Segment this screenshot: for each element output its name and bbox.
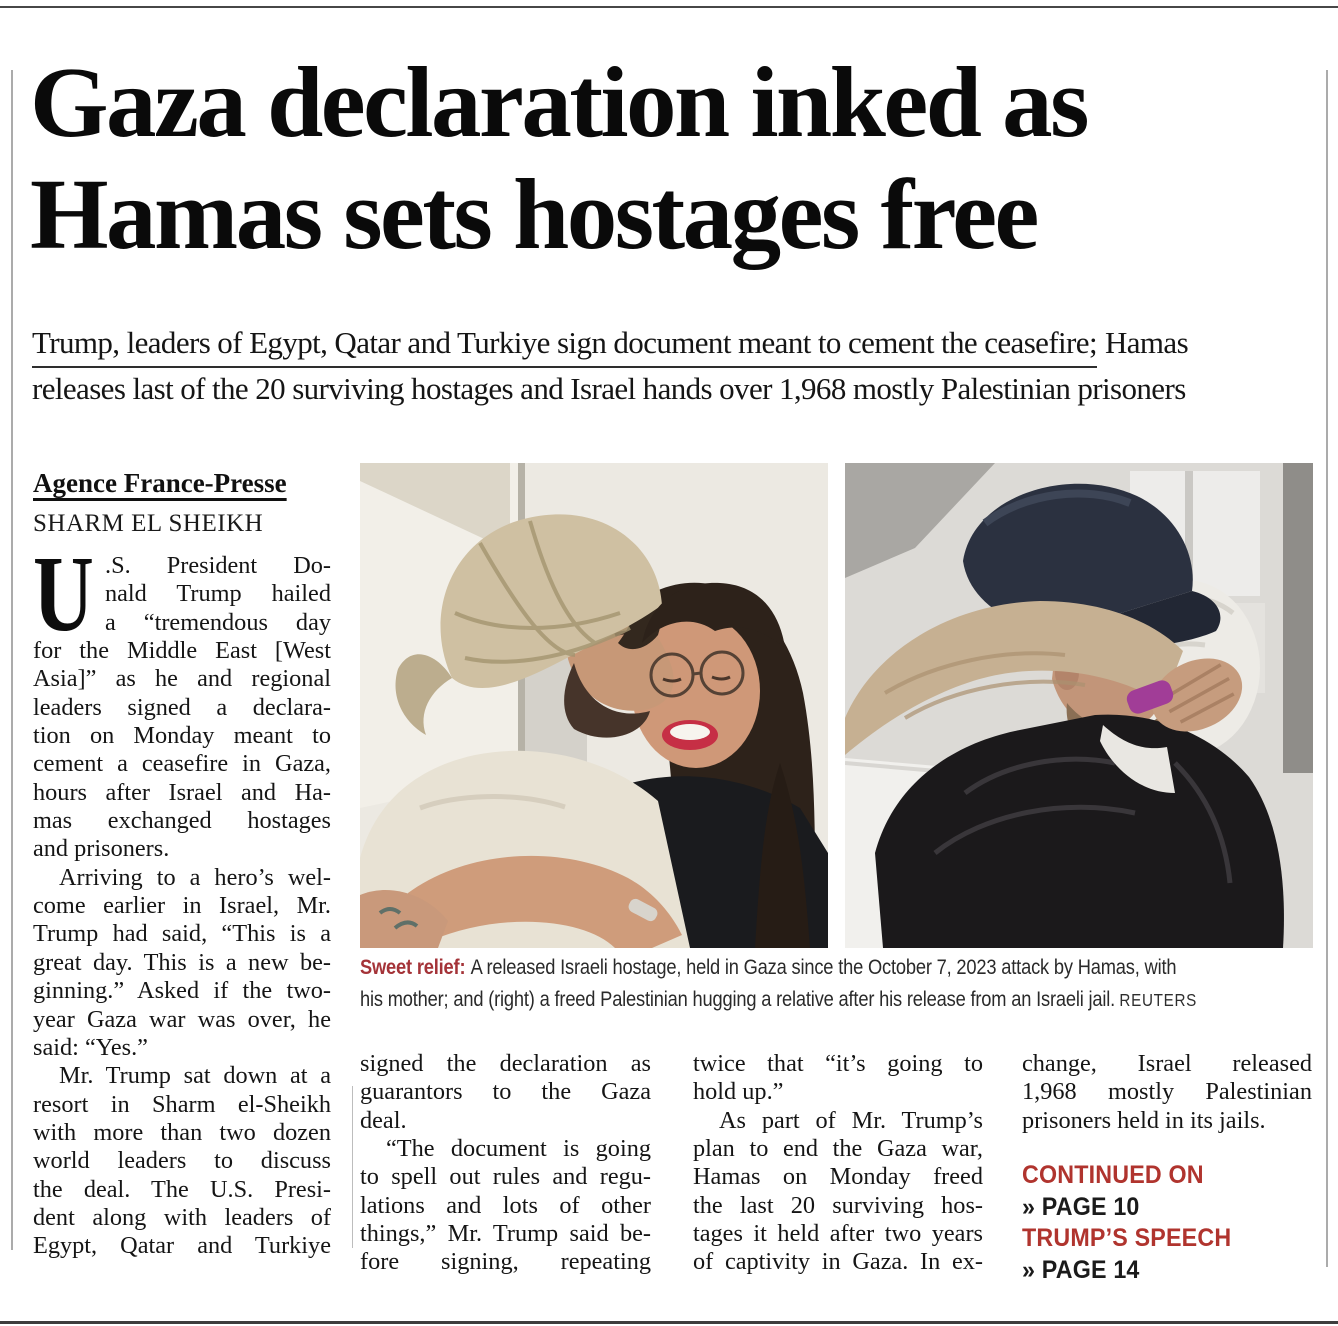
body-text-line: lations and lots of other: [360, 1191, 651, 1219]
standfirst-line2: releases last of the 20 surviving hostages and Israel hands over 1,968 mostly Palestinian prisoners: [32, 371, 1186, 406]
drop-cap: [33, 535, 105, 654]
body-text-line: things,” Mr. Trump said be-: [360, 1220, 651, 1248]
photo-right-illustration: [845, 463, 1313, 948]
bottom-rule: [0, 1321, 1338, 1324]
body-text-line: with more than two dozen: [33, 1118, 331, 1146]
body-text-line: tion on Monday meant to: [33, 722, 331, 750]
photo-caption: [360, 952, 1304, 1016]
body-text-line: .S. President Do-: [105, 552, 331, 579]
body-text-line: As part of Mr. Trump’s: [719, 1106, 983, 1134]
body-text-line: dent along with leaders of: [33, 1203, 331, 1231]
body-text-line: 1,968 mostly Palestinian: [1022, 1078, 1312, 1106]
body-text-line: plan to end the Gaza war,: [693, 1135, 983, 1163]
body-text-line: year Gaza war was over, he: [33, 1005, 331, 1033]
body-text-line: deal.: [360, 1106, 407, 1134]
body-text-line: tages it held after two years: [693, 1220, 983, 1248]
body-text-line: to spell out rules and regu-: [360, 1163, 651, 1191]
standfirst-line1-underlined: Trump, leaders of Egypt, Qatar and Turkiye sign document meant to cement the ceasefire;: [32, 325, 1097, 368]
column-rule: [352, 1086, 353, 1248]
body-text-line: fore signing, repeating: [360, 1248, 651, 1276]
body-text-line: hours after Israel and Ha-: [33, 778, 331, 806]
caption-credit: REUTERS: [1119, 989, 1198, 1010]
body-text-line: leaders signed a declara-: [33, 693, 331, 721]
headline-line2: Hamas sets hostages free: [30, 158, 1037, 270]
headline: [30, 46, 1087, 270]
body-text-line: guarantors to the Gaza: [360, 1078, 651, 1106]
body-text-line: Arriving to a hero’s wel-: [59, 863, 331, 891]
body-text-line: and prisoners.: [33, 835, 170, 863]
body-text-line: cement a ceasefire in Gaza,: [33, 750, 331, 778]
caption-line1: [360, 952, 1304, 984]
body-text-line: the last 20 surviving hos-: [693, 1191, 983, 1219]
photo-left-illustration: [360, 463, 828, 948]
byline-block: [33, 468, 287, 538]
body-text-line: world leaders to discuss: [33, 1147, 331, 1175]
body-text-line: nald Trump hailed: [105, 580, 331, 608]
column-1-lines: [33, 535, 331, 1261]
body-column-2: [360, 1050, 651, 1277]
right-page-rule: [1326, 70, 1328, 1267]
trumps-speech-label: TRUMP’S SPEECH: [1022, 1224, 1232, 1253]
body-text-line: mas exchanged hostages: [33, 807, 331, 835]
body-text-line: Trump had said, “This is a: [33, 920, 331, 948]
body-column-1: [33, 535, 331, 1261]
body-text-line: Mr. Trump sat down at a: [59, 1062, 331, 1090]
continuation-links: [1022, 1160, 1231, 1287]
body-text-line: Asia]” as he and regional: [33, 665, 331, 693]
body-text-line: great day. This is a new be-: [33, 948, 331, 976]
body-text-line: ginning.” Asked if the two-: [33, 977, 331, 1005]
caption-lead: Sweet relief:: [360, 956, 466, 979]
body-text-line: said: “Yes.”: [33, 1033, 148, 1061]
standfirst-line1: [32, 320, 1188, 366]
body-text-line: a “tremendous day: [105, 608, 331, 636]
byline-agency: Agence France-Presse: [33, 468, 287, 498]
body-text-line: prisoners held in its jails.: [1022, 1106, 1266, 1134]
body-column-3: [693, 1050, 983, 1277]
caption-line2: [360, 984, 1304, 1017]
body-text-line: Hamas on Monday freed: [693, 1163, 983, 1191]
body-text-line: come earlier in Israel, Mr.: [33, 892, 331, 920]
caption-line2-text: his mother; and (right) a freed Palestinian hugging a relative after his release from an Israeli jail.: [360, 987, 1116, 1011]
page-14-link[interactable]: » PAGE 14: [1022, 1256, 1140, 1285]
body-text-line: signed the declaration as: [360, 1050, 651, 1077]
body-text-line: hold up.”: [693, 1078, 784, 1106]
headline-line1: Gaza declaration inked as: [30, 46, 1087, 158]
byline-dateline: SHARM EL SHEIKH: [33, 510, 264, 537]
body-text-line: for the Middle East [West: [33, 637, 331, 665]
photo-prisoner-reunion: [845, 463, 1313, 948]
caption-line1-text: A released Israeli hostage, held in Gaza since the October 7, 2023 attack by Hamas, with: [470, 956, 1177, 979]
body-text-line: resort in Sharm el-Sheikh: [33, 1090, 331, 1118]
body-text-line: Egypt, Qatar and Turkiye: [33, 1232, 331, 1260]
body-column-4: [1022, 1050, 1312, 1135]
body-text-line: the deal. The U.S. Presi-: [33, 1175, 331, 1203]
body-text-line: “The document is going: [386, 1135, 651, 1163]
left-page-rule: [11, 70, 13, 1250]
standfirst: [32, 320, 1188, 412]
body-text-line: of captivity in Gaza. In ex-: [693, 1248, 983, 1276]
body-text-line: twice that “it’s going to: [693, 1050, 983, 1077]
top-rule: [0, 6, 1338, 8]
body-text-line: change, Israel released: [1022, 1050, 1312, 1077]
photo-hostage-reunion: [360, 463, 828, 948]
page-10-link[interactable]: » PAGE 10: [1022, 1192, 1140, 1221]
standfirst-line1-rest: Hamas: [1104, 325, 1189, 360]
drop-cap-letter: U: [33, 535, 94, 654]
continued-on-label: CONTINUED ON: [1022, 1161, 1204, 1189]
